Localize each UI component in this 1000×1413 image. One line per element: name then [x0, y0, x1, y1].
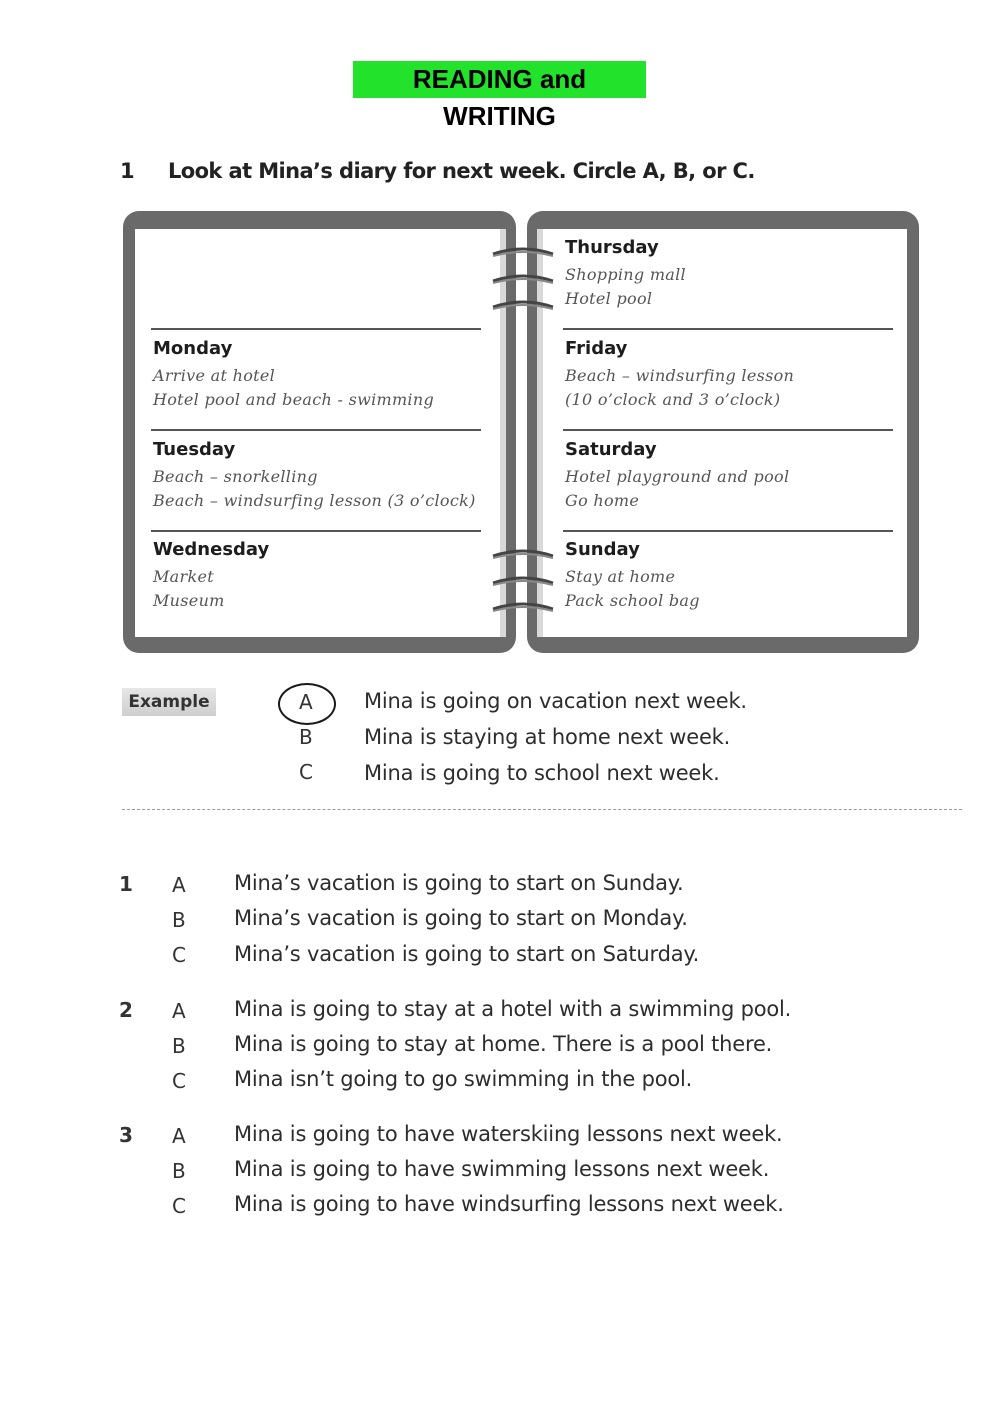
diary-activity: Beach – windsurfing lesson (3 o’clock) [153, 491, 476, 510]
diary-entry-saturday [565, 439, 789, 513]
question-option-letter[interactable]: A [172, 873, 186, 897]
question-option-text: Mina is going to stay at home. There is a pool there. [234, 1032, 773, 1056]
diary-entry-monday [153, 338, 434, 412]
diary-day: Tuesday [153, 439, 236, 460]
diary-entry-thursday [565, 237, 686, 311]
example-label: Example [122, 688, 216, 716]
example-option-text: Mina is going to school next week. [364, 761, 720, 785]
question-option-text: Mina’s vacation is going to start on Saturday. [234, 942, 700, 966]
diary-day: Thursday [565, 237, 659, 258]
exercise-instruction: Look at Mina’s diary for next week. Circle A, B, or C. [168, 159, 755, 183]
question-option-letter[interactable]: C [172, 1194, 186, 1218]
question-number: 3 [119, 1123, 133, 1147]
question-option-text: Mina is going to stay at a hotel with a swimming pool. [234, 997, 792, 1021]
diary-divider [563, 328, 893, 330]
question-option-text: Mina is going to have swimming lessons next week. [234, 1157, 770, 1181]
question-option-letter[interactable]: B [172, 1159, 186, 1183]
diary-activity: Hotel pool and beach - swimming [153, 390, 434, 409]
diary-activity: Stay at home [565, 567, 676, 586]
question-option-text: Mina is going to have waterskiing lessons next week. [234, 1122, 783, 1146]
question-number: 1 [119, 872, 133, 896]
question-option-letter[interactable]: B [172, 1034, 186, 1058]
diary-divider [151, 429, 481, 431]
dashed-separator [122, 809, 962, 810]
question-option-text: Mina’s vacation is going to start on Sunday. [234, 871, 684, 895]
example-option-letter[interactable]: C [299, 760, 313, 784]
spiral-ring-icon [490, 574, 556, 588]
question-option-letter[interactable]: A [172, 999, 186, 1023]
example-option-letter[interactable]: B [299, 725, 313, 749]
diary-day: Sunday [565, 539, 640, 560]
diary-entry-sunday [565, 539, 700, 613]
question-option-letter[interactable]: B [172, 908, 186, 932]
diary-day: Saturday [565, 439, 657, 460]
diary-activity: Hotel pool [565, 289, 653, 308]
question-option-letter[interactable]: C [172, 1069, 186, 1093]
diary-day: Friday [565, 338, 628, 359]
spiral-ring-icon [490, 600, 556, 614]
diary-day: Wednesday [153, 539, 270, 560]
example-option-text: Mina is staying at home next week. [364, 725, 731, 749]
diary-activity: Go home [565, 491, 640, 510]
question-number: 2 [119, 998, 133, 1022]
diary-activity: Arrive at hotel [153, 366, 276, 385]
diary-activity: Pack school bag [565, 591, 700, 610]
diary-activity: (10 o’clock and 3 o’clock) [565, 390, 781, 409]
spiral-ring-icon [490, 245, 556, 259]
diary-activity: Beach – windsurfing lesson [565, 366, 795, 385]
diary-entry-friday [565, 338, 794, 412]
question-option-text: Mina’s vacation is going to start on Monday. [234, 906, 688, 930]
diary-activity: Hotel playground and pool [565, 467, 790, 486]
diary-activity: Shopping mall [565, 265, 686, 284]
example-option-letter[interactable]: A [299, 690, 313, 714]
spiral-ring-icon [490, 298, 556, 312]
diary-activity: Beach – snorkelling [153, 467, 318, 486]
diary-divider [151, 530, 481, 532]
diary-divider [151, 328, 481, 330]
diary-entry-tuesday [153, 439, 476, 513]
question-option-letter[interactable]: A [172, 1124, 186, 1148]
question-option-text: Mina isn’t going to go swimming in the pool. [234, 1067, 693, 1091]
question-option-text: Mina is going to have windsurfing lessons next week. [234, 1192, 784, 1216]
diary-entry-wednesday [153, 539, 269, 613]
page-title: READING and WRITING [353, 61, 646, 98]
example-option-text: Mina is going on vacation next week. [364, 689, 747, 713]
diary-divider [563, 530, 893, 532]
exercise-number: 1 [120, 159, 135, 183]
diary-divider [563, 429, 893, 431]
diary-activity: Market [153, 567, 214, 586]
spiral-ring-icon [490, 547, 556, 561]
diary-day: Monday [153, 338, 233, 359]
question-option-letter[interactable]: C [172, 943, 186, 967]
diary-activity: Museum [153, 591, 225, 610]
spiral-ring-icon [490, 272, 556, 286]
